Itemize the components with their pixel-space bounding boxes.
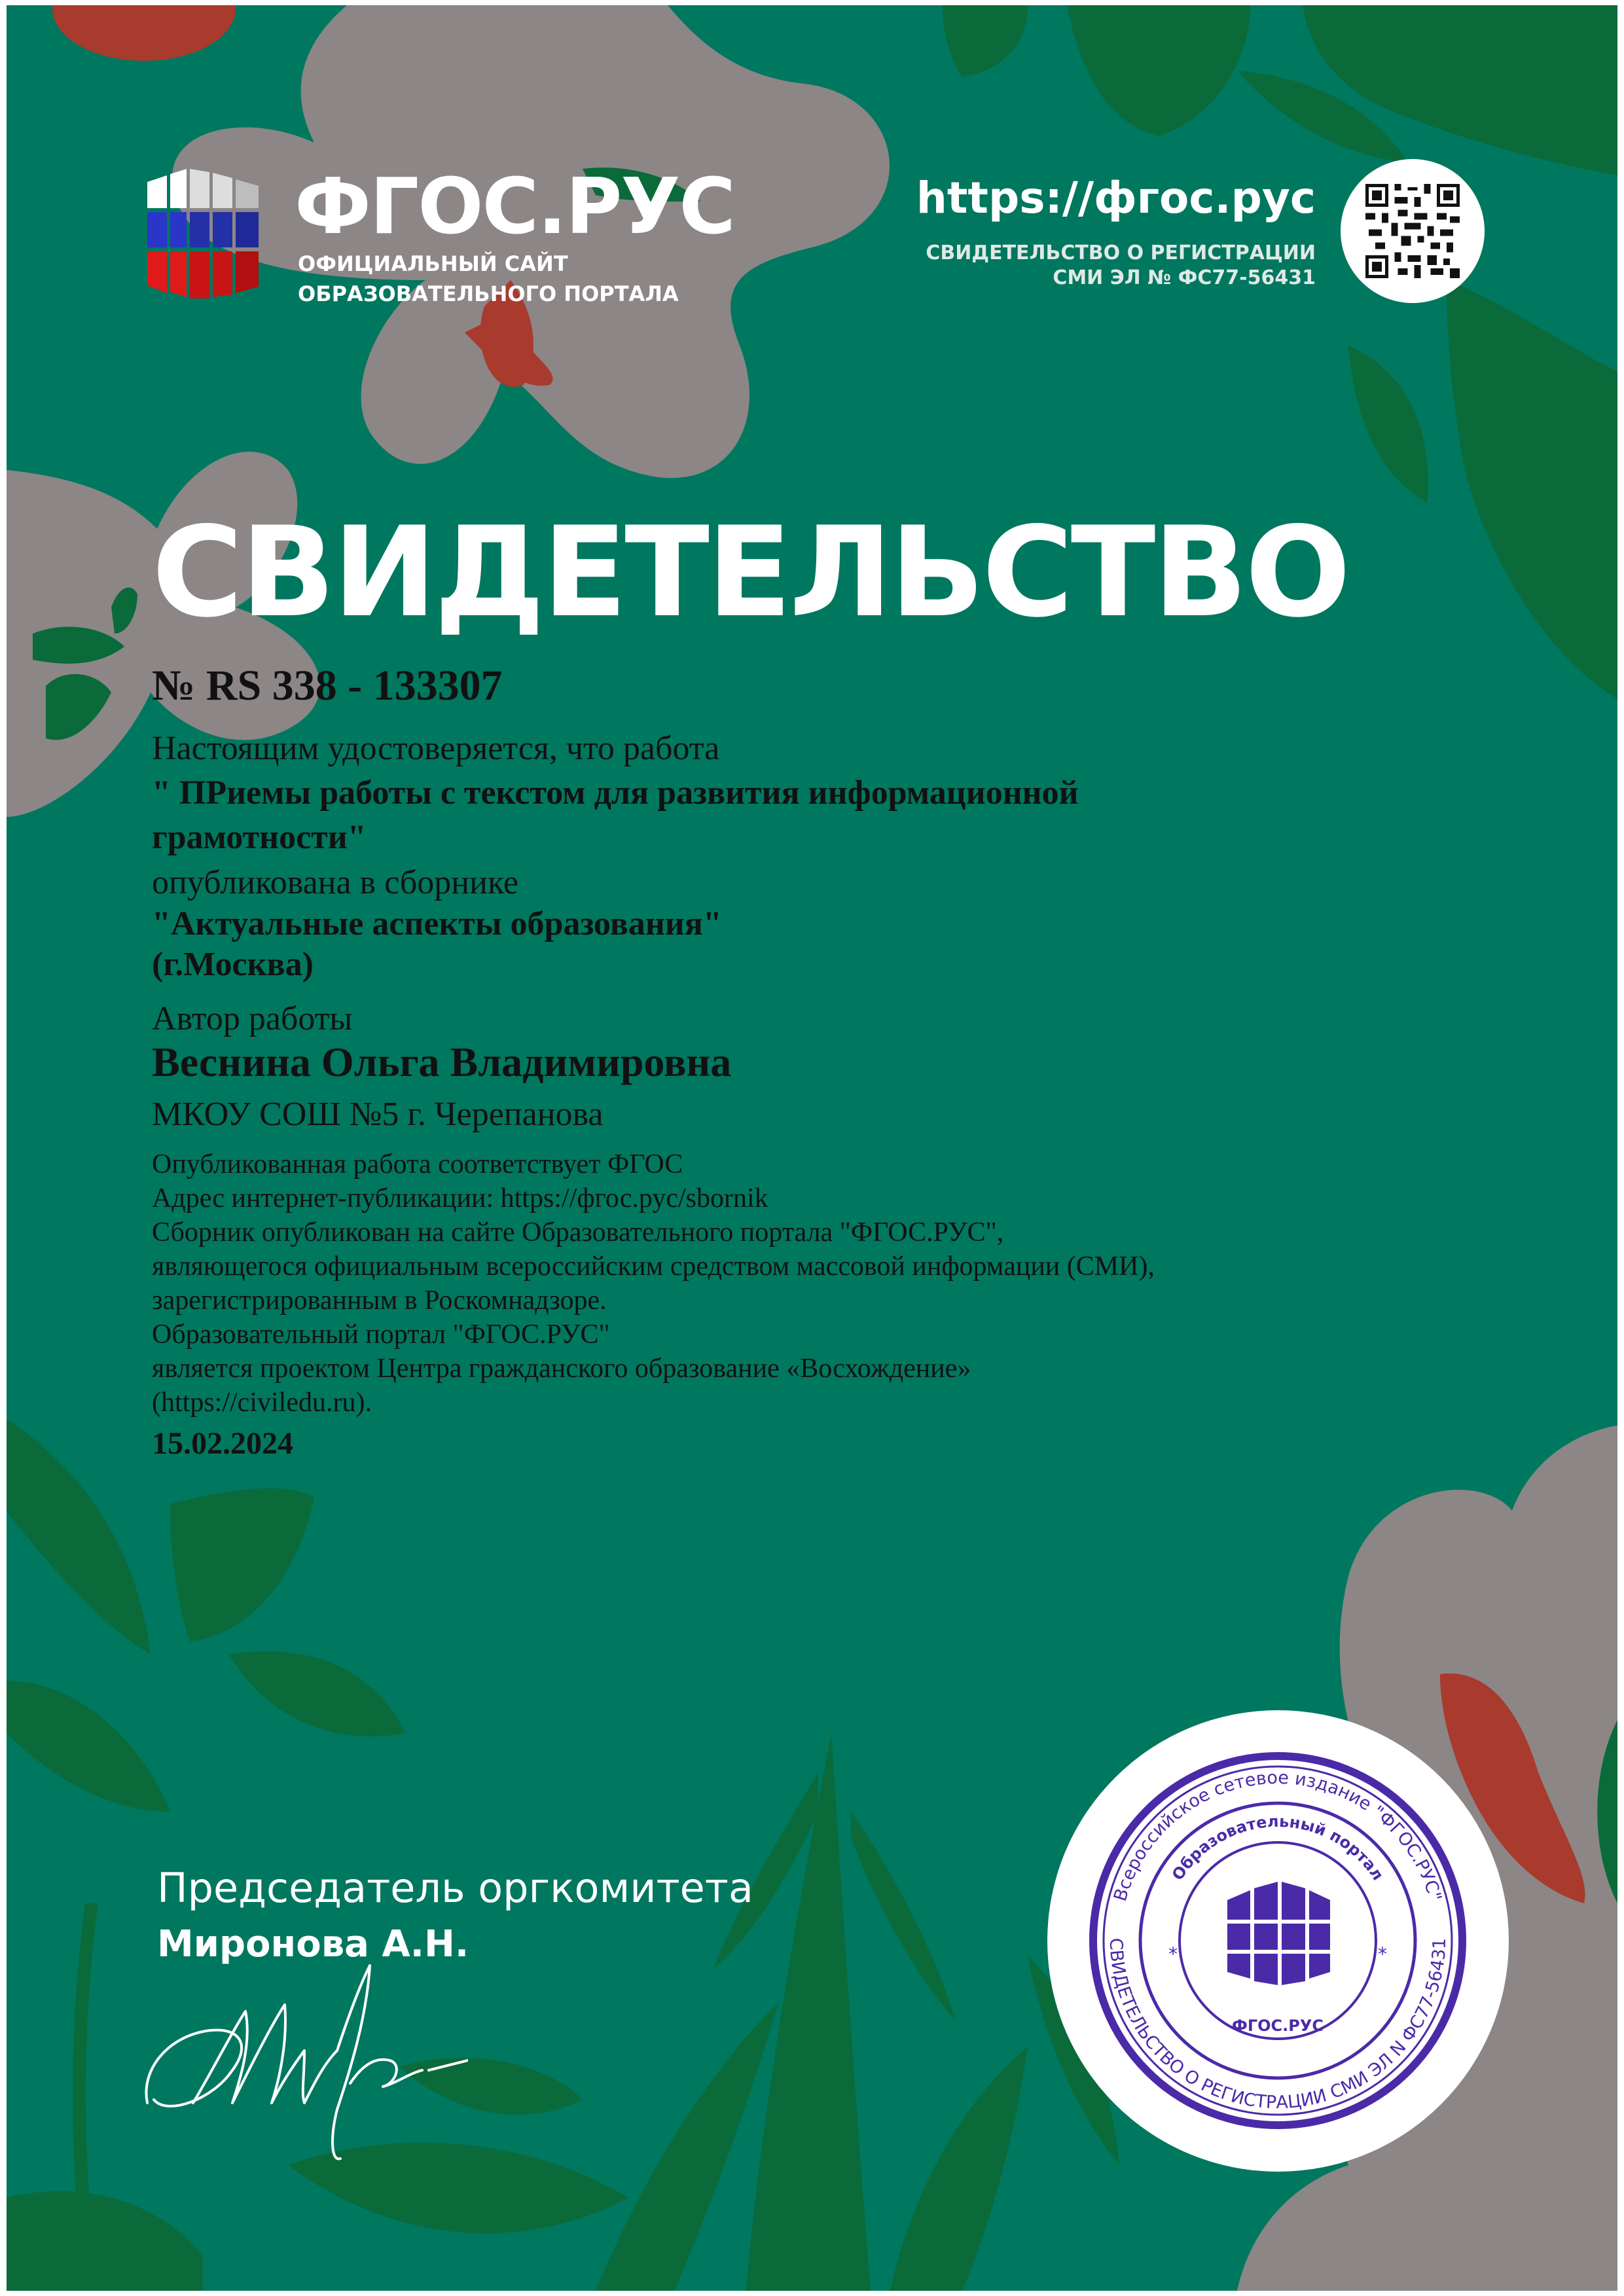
registration-info <box>857 241 1316 291</box>
brand-title: ФГОС.РУС <box>295 161 735 251</box>
collection-city: (г.Москва) <box>152 946 314 983</box>
work-title: " ПРиемы работы с текстом для развития информационной грамотности" <box>152 774 1079 856</box>
organization: МКОУ СОШ №5 г. Черепанова <box>152 1096 604 1133</box>
certificate-page <box>7 5 1617 2291</box>
fgos-logo-icon <box>147 169 272 300</box>
svg-text:*: * <box>1378 1943 1387 1965</box>
stamp-outer-top-text: Всероссийское сетевое издание "ФГОС.РУС" <box>1110 1767 1445 1904</box>
stamp-outer-bottom-text: СВИДЕТЕЛЬСТВО О РЕГИСТРАЦИИ СМИ ЭЛ N ФС77-56431 <box>1105 1937 1451 2113</box>
info-line: Образовательный портал "ФГОС.РУС" <box>152 1319 610 1350</box>
handwritten-signature <box>141 1952 468 2168</box>
publication-info <box>152 1147 1396 1420</box>
info-line: Сборник опубликован на сайте Образовательного портала "ФГОС.РУС", <box>152 1217 1004 1247</box>
svg-text:*: * <box>1168 1943 1178 1965</box>
official-stamp <box>1047 1710 1509 2172</box>
issue-date: 15.02.2024 <box>152 1426 293 1461</box>
stamp-building-icon <box>1227 1882 1330 1985</box>
info-line: зарегистрированным в Роскомнадзоре. <box>152 1285 607 1316</box>
official-seal-stamp <box>1047 1710 1509 2172</box>
brand-subtitle <box>298 249 679 309</box>
registration-line2: СМИ ЭЛ № ФС77-56431 <box>1053 266 1316 289</box>
chairman-name: Миронова А.Н. <box>157 1923 469 1965</box>
brand-subtitle-line1: ОФИЦИАЛЬНЫЙ САЙТ <box>298 251 568 276</box>
published-in-label: опубликована в сборнике <box>152 864 518 901</box>
info-line: Опубликованная работа соответствует ФГОС <box>152 1149 683 1179</box>
brand-subtitle-line2: ОБРАЗОВАТЕЛЬНОГО ПОРТАЛА <box>298 281 679 306</box>
author-name: Веснина Ольга Владимировна <box>152 1039 732 1085</box>
info-line: является проектом Центра гражданского образование «Восхождение» <box>152 1354 971 1384</box>
stamp-center-text: ФГОС.РУС <box>1232 2017 1324 2035</box>
info-line: являющегося официальным всероссийским средством массовой информации (СМИ), <box>152 1251 1155 1282</box>
stamp-inner-top-text: Образовательный портал <box>1168 1812 1388 1884</box>
certificate-number: № RS 338 - 133307 <box>152 662 503 709</box>
certify-text: Настоящим удостоверяется, что работа <box>152 730 720 767</box>
info-line[interactable]: Адрес интернет-публикации: https://фгос.рус/sbornik <box>152 1183 768 1213</box>
chairman-role: Председатель оргкомитета <box>157 1864 753 1912</box>
site-url[interactable]: https://фгос.рус <box>916 173 1316 223</box>
registration-line1: СВИДЕТЕЛЬСТВО О РЕГИСТРАЦИИ <box>926 242 1316 264</box>
collection-name: "Актуальные аспекты образования" <box>152 905 722 942</box>
qr-code[interactable] <box>1341 159 1485 303</box>
info-line[interactable]: (https://civiledu.ru). <box>152 1388 372 1418</box>
author-label: Автор работы <box>152 1000 353 1037</box>
qr-code-icon <box>1365 184 1460 278</box>
certificate-title: СВИДЕТЕЛЬСТВО <box>152 500 1348 645</box>
